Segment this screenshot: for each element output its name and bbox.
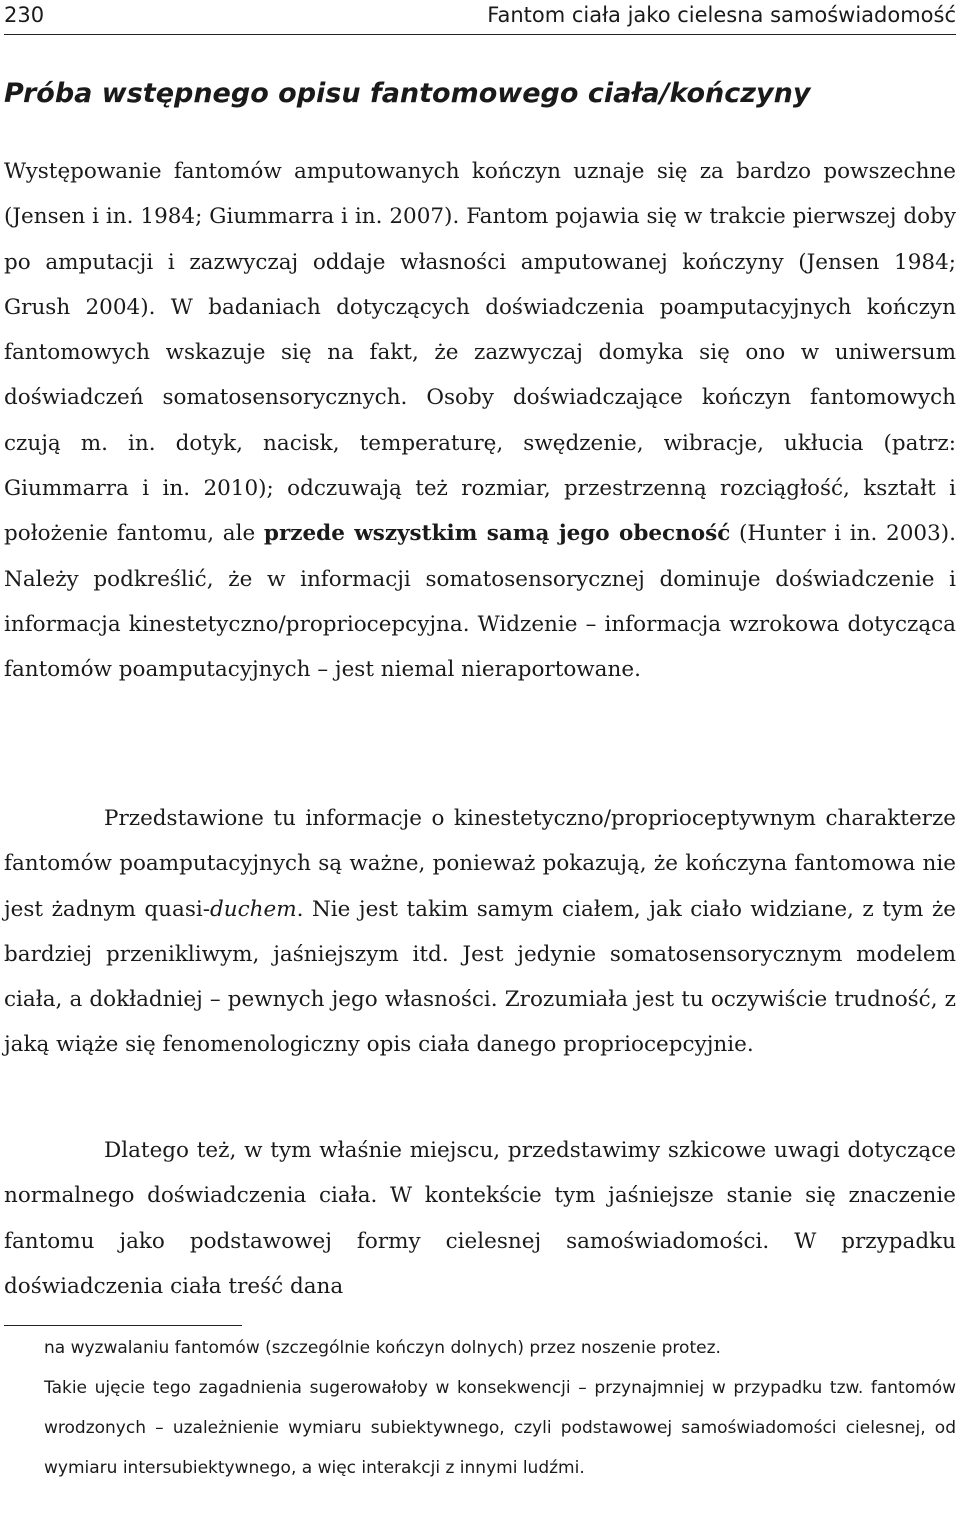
section-heading: Próba wstępnego opisu fantomowego ciała/kończyny [4, 78, 811, 109]
page-number: 230 [4, 3, 45, 27]
paragraph-1 [4, 149, 956, 693]
paragraph-2-italic: duchem [210, 896, 297, 922]
paragraph-1-bold: przede wszystkim samą jego obecność [263, 521, 731, 547]
paragraph-1-text: Występowanie fantomów amputowanych kończyn uznaje się za bardzo powszechne (Jensen i in. 1984; Giummarra i in. 2007). Fantom pojawia się w trakcie pierwszej doby po amputacji i zazwyczaj oddaje własności amputowanej kończyny (Jensen 1984; Grush 2004). W badaniach dotyczących doświadczenia poamputacyjnych kończyn fantomowych wskazuje się na fakt, że zazwyczaj domyka się ono w uniwersum doświadczeń somatosensorycznych. Osoby doświadczające kończyn fantomowych czują m. in. dotyk, nacisk, temperaturę, swędzenie, wibracje, ukłucia (patrz: Giummarra i in. 2010); odczuwają też rozmiar, przestrzenną rozciągłość, kształt i położenie fantomu, ale [4, 159, 956, 547]
paragraph-2 [4, 796, 956, 1068]
footnote-separator [4, 1325, 242, 1326]
running-title: Fantom ciała jako cielesna samoświadomość [487, 3, 956, 27]
footnote-continued: na wyzwalaniu fantomów (szczególnie kończyn dolnych) przez noszenie protez. [44, 1338, 721, 1358]
paragraph-2-text-end: . Nie jest takim samym ciałem, jak ciało widziane, z tym że bardziej przenikliwym, jaśniejszym itd. Jest jedynie somatosensorycznym modelem ciała, a dokładniej – pewnych jego własności. Zrozumiała jest tu oczywiście trudność, z jaką wiąże się fenomenologiczny opis ciała danego propriocepcyjnie. [4, 896, 957, 1058]
paragraph-3: Dlatego też, w tym właśnie miejscu, przedstawimy szkicowe uwagi dotyczące normalnego doświadczenia ciała. W kontekście tym jaśniejsze stanie się znaczenie fantomu jako podstawowej formy cielesnej samoświadomości. W przypadku doświadczenia ciała treść dana [4, 1138, 956, 1299]
paragraph-1-text-end: (Hunter i in. 2003). Należy podkreślić, że w informacji somatosensorycznej dominuje doświadczenie i informacja kinestetyczno/propriocepcyjna. Widzenie – informacja wzrokowa dotycząca fantomów poamputacyjnych – jest niemal nieraportowane. [4, 521, 956, 683]
footnote: Takie ujęcie tego zagadnienia sugerowałoby w konsekwencji – przynajmniej w przypadku tzw. fantomów wrodzonych – uzależnienie wymiaru subiektywnego, czyli podstawowej samoświadomości cielesnej, od wymiaru intersubiektywnego, a więc interakcji z innymi ludźmi. [44, 1378, 956, 1478]
paragraph-2-text: Przedstawione tu informacje o kinestetyczno/proprioceptywnym charakterze fantomów poamputacyjnych są ważne, ponieważ pokazują, że kończyna fantomowa nie jest żadnym quasi- [4, 806, 956, 922]
running-header [4, 0, 956, 35]
